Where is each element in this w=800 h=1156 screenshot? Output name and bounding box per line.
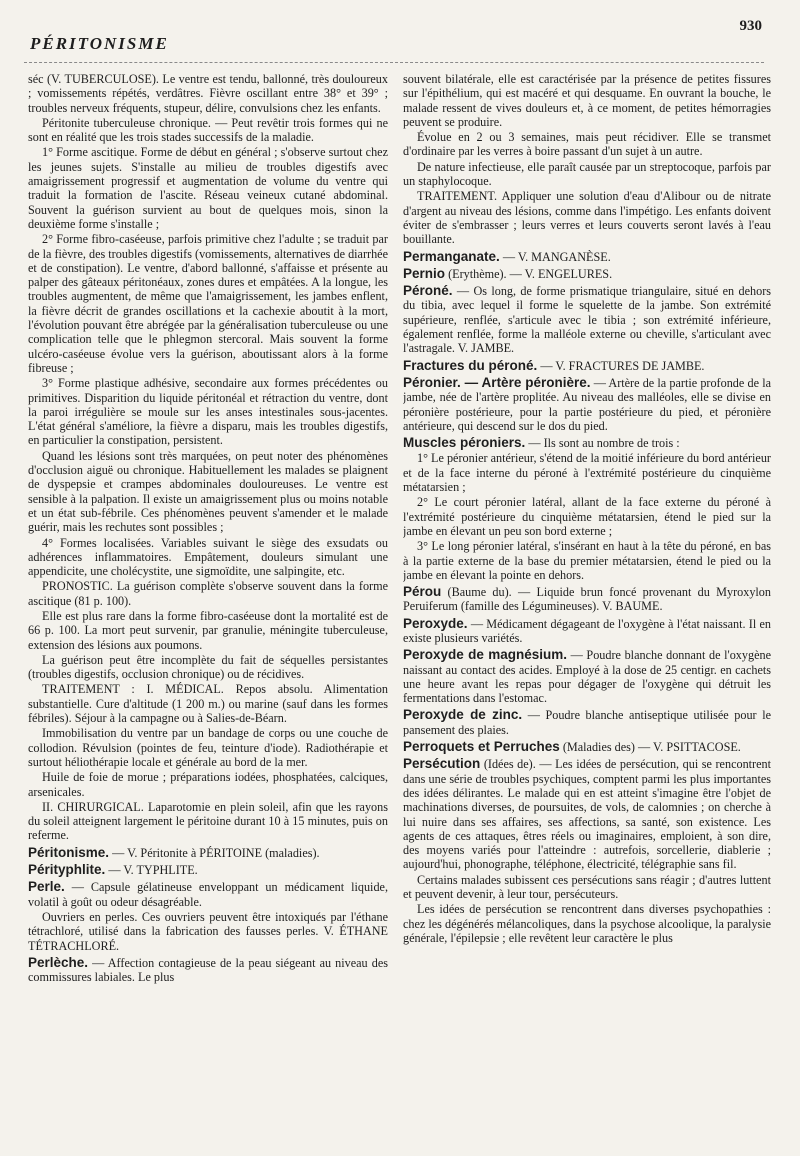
entry-headword: Peroxyde de zinc.	[403, 707, 523, 723]
entry-headword: Fractures du péroné.	[403, 357, 538, 373]
paragraph: Immobilisation du ventre par un bandage de corps ou une couche de collodion. Révulsion (pointes de feu, teinture d'iode). Radiothérapie et surtout héliothérapie locale et générale au bord de la mer.	[28, 726, 388, 769]
right-column	[403, 72, 771, 1152]
entry-text: — V. MANGANÈSE.	[499, 249, 611, 264]
dictionary-entry	[403, 359, 771, 373]
entry-text: — Poudre blanche donnant de l'oxygène naissant au contact des acides. Employé à la dose de 25 centigr. en cachets une heure avant les repas pour dégager de l'oxygène qui détruit les fermentations dans l'estomac.	[403, 648, 771, 706]
paragraph: Évolue en 2 ou 3 semaines, mais peut récidiver. Elle se transmet d'ordinaire par les verres à boire passant d'un sujet à un autre.	[403, 130, 771, 159]
entry-headword: Péritonisme.	[28, 844, 110, 860]
entry-text: — Affection contagieuse de la peau siégeant au niveau des commissures labiales. Le plus	[28, 955, 388, 985]
dictionary-entry	[403, 585, 771, 614]
paragraph: Quand les lésions sont très marquées, on peut noter des phénomènes d'occlusion aiguë ou chronique. Habituellement les malades se plaignent de dyspepsie et crampes abdominales douloureuses. Le ventre est sensible à la palpation. Il existe un amaigrissement plus ou moins notable et un état sub-fébrile. Ces phénomènes peuvent s'amender et le malade guérir, mais les rechutes sont possibles ;	[28, 448, 388, 535]
dictionary-entry	[403, 267, 771, 281]
dictionary-entry	[28, 863, 388, 877]
dictionary-entry	[403, 740, 771, 754]
entry-text: — Poudre blanche antiseptique utilisée pour le pansement des plaies.	[403, 708, 771, 737]
entry-text: (Maladies des) — V. PSITTACOSE.	[559, 740, 741, 755]
paragraph: souvent bilatérale, elle est caractérisée par la présence de petites fissures sur l'épithélium, qui est macéré et qui desquame. En ouvrant la bouche, le malade ressent de vives douleurs et, à ce moment, de petites hémorragies peuvent se produire.	[403, 72, 771, 129]
paragraph: Péritonite tuberculeuse chronique. — Peut revêtir trois formes qui ne sont en réalité que les trois stades successifs de la maladie.	[28, 115, 388, 145]
paragraph: Huile de foie de morue ; préparations iodées, phosphatées, calciques, arsenicales.	[28, 770, 388, 799]
dictionary-entry	[403, 708, 771, 737]
paragraph: PRONOSTIC. La guérison complète s'observe souvent dans la forme ascitique (81 p. 100).	[28, 579, 388, 608]
paragraph: 2° Forme fibro-caséeuse, parfois primitive chez l'adulte ; se traduit par de la fièvre, des troubles digestifs (vomissements, alternatives de diarrhée et de constipation). Le ventre, d'abord ballonné, s'affaisse et présente au palper des gâteaux péritonéaux, zones dures et empâtées. A la longue, les troubles augmentent, de même que l'amaigrissement, les jambes enflent, la fièvre décrit de grandes oscillations et la cachexie aboutit à la mort, l'évolution pouvant être abrégée par la généralisation tuberculeuse ou une complication telle que le phlegmon stercoral. Mais souvent la forme ulcéro-caséeuse évolue vers la guérison, aboutissant alors à la forme fibreuse ;	[28, 232, 388, 375]
entry-text: — Capsule gélatineuse enveloppant un médicament liquide, volatil à goût ou odeur désagréable.	[28, 880, 388, 909]
entry-text: — Médicament dégageant de l'oxygène à l'état naissant. Il en existe plusieurs variétés.	[403, 616, 771, 645]
left-column	[28, 72, 388, 1152]
paragraph: 1° Le péronier antérieur, s'étend de la moitié inférieure du bord antérieur et de la face interne du péroné à l'extrémité postérieure du cinquième métatarsien ;	[403, 451, 771, 495]
paragraph: 3° Le long péronier latéral, s'insérant en haut à la tête du péroné, en bas à la partie externe de la base du premier métatarsien, étend le pied ou la jambe en élevant la pointe en dehors.	[403, 539, 771, 582]
dictionary-entry	[403, 617, 771, 646]
dictionary-entry	[403, 376, 771, 433]
paragraph: 3° Forme plastique adhésive, secondaire aux formes précédentes ou primitives. Disparition du liquide péritonéal et rétraction du ventre, dont la paroi irrégulière se moule sur les anses intestinales sous-jacentes. L'état général s'améliore, la fièvre a disparu, mais les troubles digestifs, en particulier la constipation, persistent.	[28, 376, 388, 448]
entry-headword: Persécution	[403, 756, 481, 772]
entry-headword: Muscles péroniers.	[403, 435, 526, 451]
entry-text: — V. Péritonite à PÉRITOINE (maladies).	[109, 845, 320, 860]
running-head: PÉRITONISME	[30, 34, 169, 53]
entry-headword: Péronier. — Artère péronière.	[403, 374, 591, 390]
entry-headword: Permanganate.	[403, 248, 500, 264]
dictionary-entry	[28, 880, 388, 909]
paragraph: 4° Formes localisées. Variables suivant le siège des exsudats ou adhérences inflammatoires. Empâtement, douleurs simulant une appendicite, une cholécystite, une sigmoïdite, une salpingite, etc.	[28, 535, 388, 579]
dictionary-entry	[28, 956, 388, 985]
paragraph: Certains malades subissent ces persécutions sans réagir ; d'autres luttent et peuvent devenir, à leur tour, persécuteurs.	[403, 872, 771, 902]
paragraph: Ouvriers en perles. Ces ouvriers peuvent être intoxiqués par l'éthane tétrachloré, utilisé dans la fabrication des fausses perles. V. ÉTHANE TÉTRACHLORÉ.	[28, 909, 388, 953]
dictionary-entry	[403, 284, 771, 355]
paragraph: TRAITEMENT. Appliquer une solution d'eau d'Alibour ou de nitrate d'argent au niveau des lésions, comme dans l'impétigo. Les enfants doivent éviter de s'embrasser ; leurs verres et leurs couverts seront lavés à l'eau bouillante.	[403, 189, 771, 247]
dictionary-entry	[403, 250, 771, 264]
entry-headword: Péroné.	[403, 283, 453, 299]
entry-text: — V. FRACTURES DE JAMBE.	[537, 358, 705, 373]
entry-text: (Idées de). — Les idées de persécution, qui se rencontrent dans une série de troubles psychiques, comptent parmi les plus importantes des idées délirantes. Le malade qui en est atteint s'imagine être l'objet de machinations diverses, de poursuites, de vols, de calomnies ; on cherche à lui nuire dans ses affaires, ses affections, sa santé, son existence. Les agents de ces attaques, êtres réels ou imaginaires, emploient, à son dire, des moyens variés pour l'atteindre : autrefois, sorcellerie, diablerie ; aujourd'hui, phonographe, téléphone, électricité, télégraphie sans fil.	[403, 757, 771, 872]
paragraph: TRAITEMENT : I. MÉDICAL. Repos absolu. Alimentation substantielle. Cure d'altitude (1 200 m.) ou marine (sauf dans les formes fébriles). Séjour à la campagne ou à Salies-de-Béarn.	[28, 682, 388, 726]
paragraph: Elle est plus rare dans la forme fibro-caséeuse dont la mortalité est de 66 p. 100. La mort peut survenir, par granulie, méningite tuberculeuse, extension des lésions aux poumons.	[28, 608, 388, 652]
paragraph: 1° Forme ascitique. Forme de début en général ; s'observe surtout chez les jeunes sujets. S'installe au milieu de troubles digestifs avec amaigrissement progressif et augmentation de volume du ventre qui traduit la formation de l'ascite. Réseau veineux cutané abdominal. Souvent la guérison survient au bout de quelques mois, sinon la deuxième forme s'installe ;	[28, 145, 388, 231]
paragraph: séc (V. TUBERCULOSE). Le ventre est tendu, ballonné, très douloureux ; vomissements répétés, verdâtres. Fièvre oscillant entre 38° et 39° ; troubles nerveux fréquents, stupeur, délire, convulsions chez les enfants.	[28, 72, 388, 115]
entry-headword: Peroxyde de magnésium.	[403, 647, 567, 663]
entry-headword: Perroquets et Perruches	[403, 739, 560, 755]
entry-headword: Perle.	[28, 879, 65, 895]
paragraph: La guérison peut être incomplète du fait de séquelles persistantes (troubles digestifs, occlusion chronique) ou de récidives.	[28, 652, 388, 682]
entry-text: — Os long, de forme prismatique triangulaire, situé en dehors du tibia, avec lequel il forme le squelette de la jambe. Son extrémité supérieure, renflée, s'articule avec le tibia ; son extrémité inférieure, également renflée, forme la malléole externe ou cheville, s'articulant avec l'astragale. V. JAMBE.	[403, 284, 771, 356]
paragraph: 2° Le court péronier latéral, allant de la face externe du péroné à l'extrémité postérieure du cinquième métatarsien, étend le pied sur la jambe en élevant un peu son bord externe ;	[403, 495, 771, 538]
dictionary-entry	[403, 648, 771, 705]
entry-text: (Erythème). — V. ENGELURES.	[445, 266, 613, 281]
paragraph: II. CHIRURGICAL. Laparotomie en plein soleil, afin que les rayons du soleil atteignent largement le péritoine durant 10 à 15 minutes, puis on referme.	[28, 799, 388, 843]
page-number: 930	[739, 18, 762, 34]
entry-headword: Pérou	[403, 584, 442, 600]
dictionary-entry	[403, 436, 771, 450]
entry-text: — Artère de la partie profonde de la jambe, née de l'artère proplitée. Au niveau des malléoles, elle se divise en péronière postérieure, pour la partie postérieure du pied, et péronière antérieure, qui descend sur le dos du pied.	[403, 375, 771, 433]
header-rule	[24, 62, 764, 63]
entry-headword: Pérityphlite.	[28, 862, 106, 878]
entry-headword: Perlèche.	[28, 954, 89, 970]
dictionary-entry	[28, 846, 388, 860]
entry-text: (Baume du). — Liquide brun foncé provenant du Myroxylon Peruiferum (famille des Légumineuses). V. BAUME.	[403, 585, 771, 614]
paragraph: De nature infectieuse, elle paraît causée par un streptocoque, parfois par un staphylocoque.	[403, 159, 771, 189]
page-header	[0, 0, 800, 60]
entry-text: — V. TYPHLITE.	[105, 863, 198, 878]
paragraph: Les idées de persécution se rencontrent dans diverses psychopathies : chez les dégénérés mélancoliques, dans la psychose alcoolique, la paralysie générale, l'épilepsie ; elle revêtent leur caractère le plus	[403, 902, 771, 945]
entry-text: — Ils sont au nombre de trois :	[525, 436, 680, 451]
entry-headword: Pernio	[403, 265, 446, 281]
dictionary-entry	[403, 757, 771, 871]
entry-headword: Peroxyde.	[403, 615, 468, 631]
